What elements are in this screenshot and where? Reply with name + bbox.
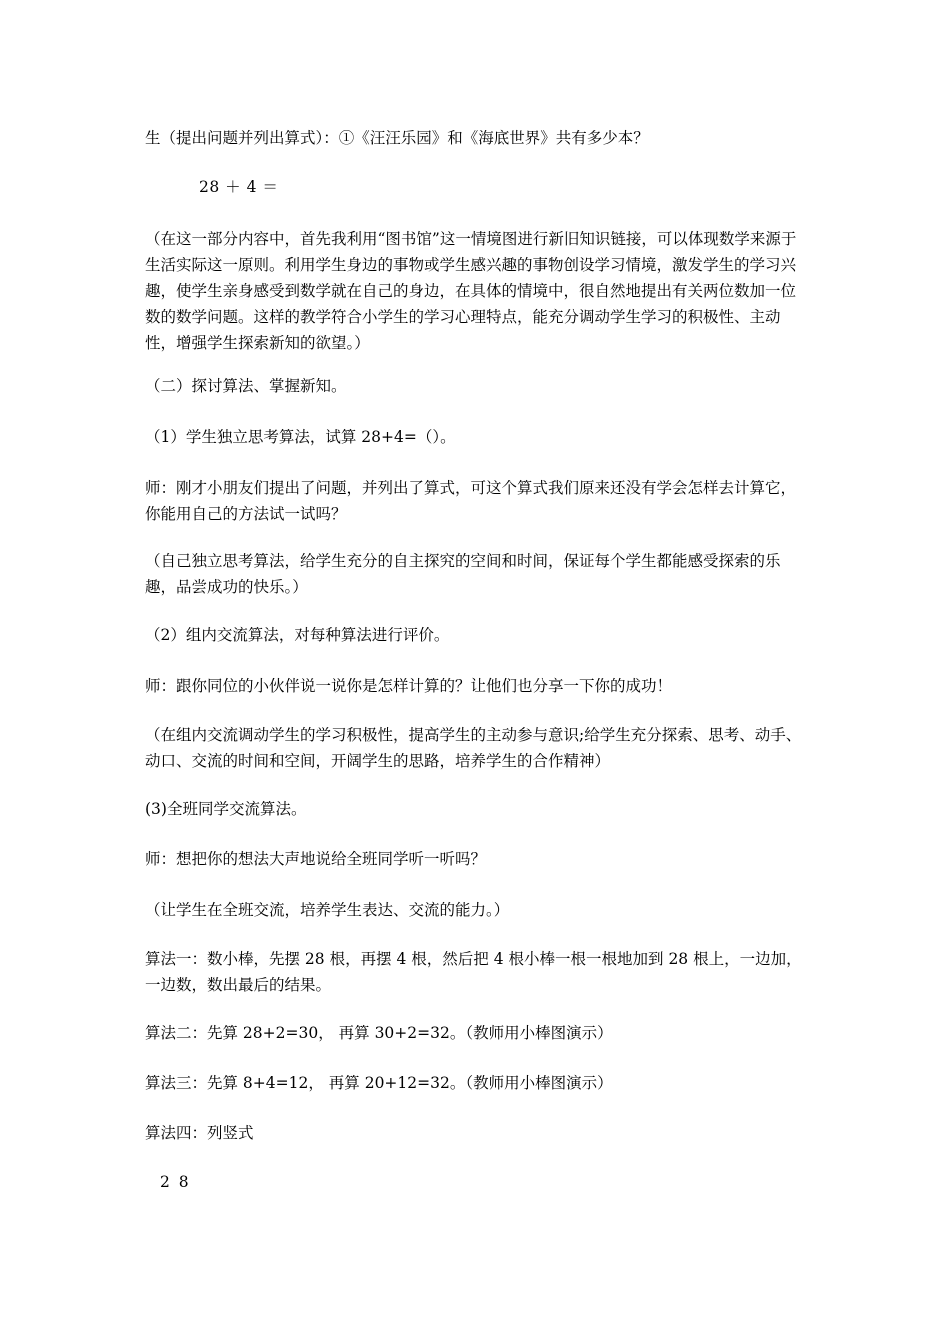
vertical-form-digits: 2 8: [160, 1173, 191, 1191]
teacher-prompt-3: 师：想把你的想法大声地说给全班同学听一听吗？: [145, 850, 487, 868]
method-four: 算法四：列竖式: [145, 1124, 254, 1142]
step-1-heading: （1）学生独立思考算法，试算 28+4=（）。: [145, 428, 456, 446]
note-paragraph-intro: （在这一部分内容中，首先我利用“图书馆”这一情境图进行新旧知识链接，可以体现数学来源于生活实际这一原则。利用学生身边的事物或学生感兴趣的事物创设学习情境，激发学生的学习兴趣，使学生亲身感受到数学就在自己的身边，在具体的情境中，很自然地提出有关两位数加一位数的数学问题。这样的教学符合小学生的学习心理特点，能充分调动学生学习的积极性、主动性，增强学生探索新知的欲望。）: [145, 230, 797, 352]
step-3-heading: (3)全班同学交流算法。: [145, 800, 307, 818]
teacher-prompt-2: 师：跟你同位的小伙伴说一说你是怎样计算的？让他们也分享一下你的成功！: [145, 677, 673, 695]
method-one: 算法一：数小棒，先摆 28 根，再摆 4 根，然后把 4 根小棒一根一根地加到 28 根上，一边加，一边数，数出最后的结果。: [145, 950, 802, 994]
method-three: 算法三：先算 8+4=12， 再算 20+12=32。（教师用小棒图演示）: [145, 1074, 613, 1092]
method-two: 算法二：先算 28+2=30， 再算 30+2=32。（教师用小棒图演示）: [145, 1024, 613, 1042]
equation-line: 28 ＋ 4 ＝: [199, 178, 279, 196]
teacher-prompt-1: 师：刚才小朋友们提出了问题，并列出了算式，可这个算式我们原来还没有学会怎样去计算它，你能用自己的方法试一试吗？: [145, 479, 797, 523]
note-paragraph-step-1: （自己独立思考算法，给学生充分的自主探究的空间和时间，保证每个学生都能感受探索的乐趣，品尝成功的快乐。）: [145, 552, 781, 596]
note-paragraph-step-3: （让学生在全班交流，培养学生表达、交流的能力。）: [145, 901, 510, 919]
student-question: 生（提出问题并列出算式）：①《汪汪乐园》和《海底世界》共有多少本？: [145, 129, 649, 147]
step-2-heading: （2）组内交流算法，对每种算法进行评价。: [145, 626, 450, 644]
section-heading: （二）探讨算法、掌握新知。: [145, 377, 347, 395]
note-paragraph-step-2: （在组内交流调动学生的学习积极性，提高学生的主动参与意识;给学生充分探索、思考、动手、动口、交流的时间和空间，开阔学生的思路，培养学生的合作精神）: [145, 726, 802, 770]
